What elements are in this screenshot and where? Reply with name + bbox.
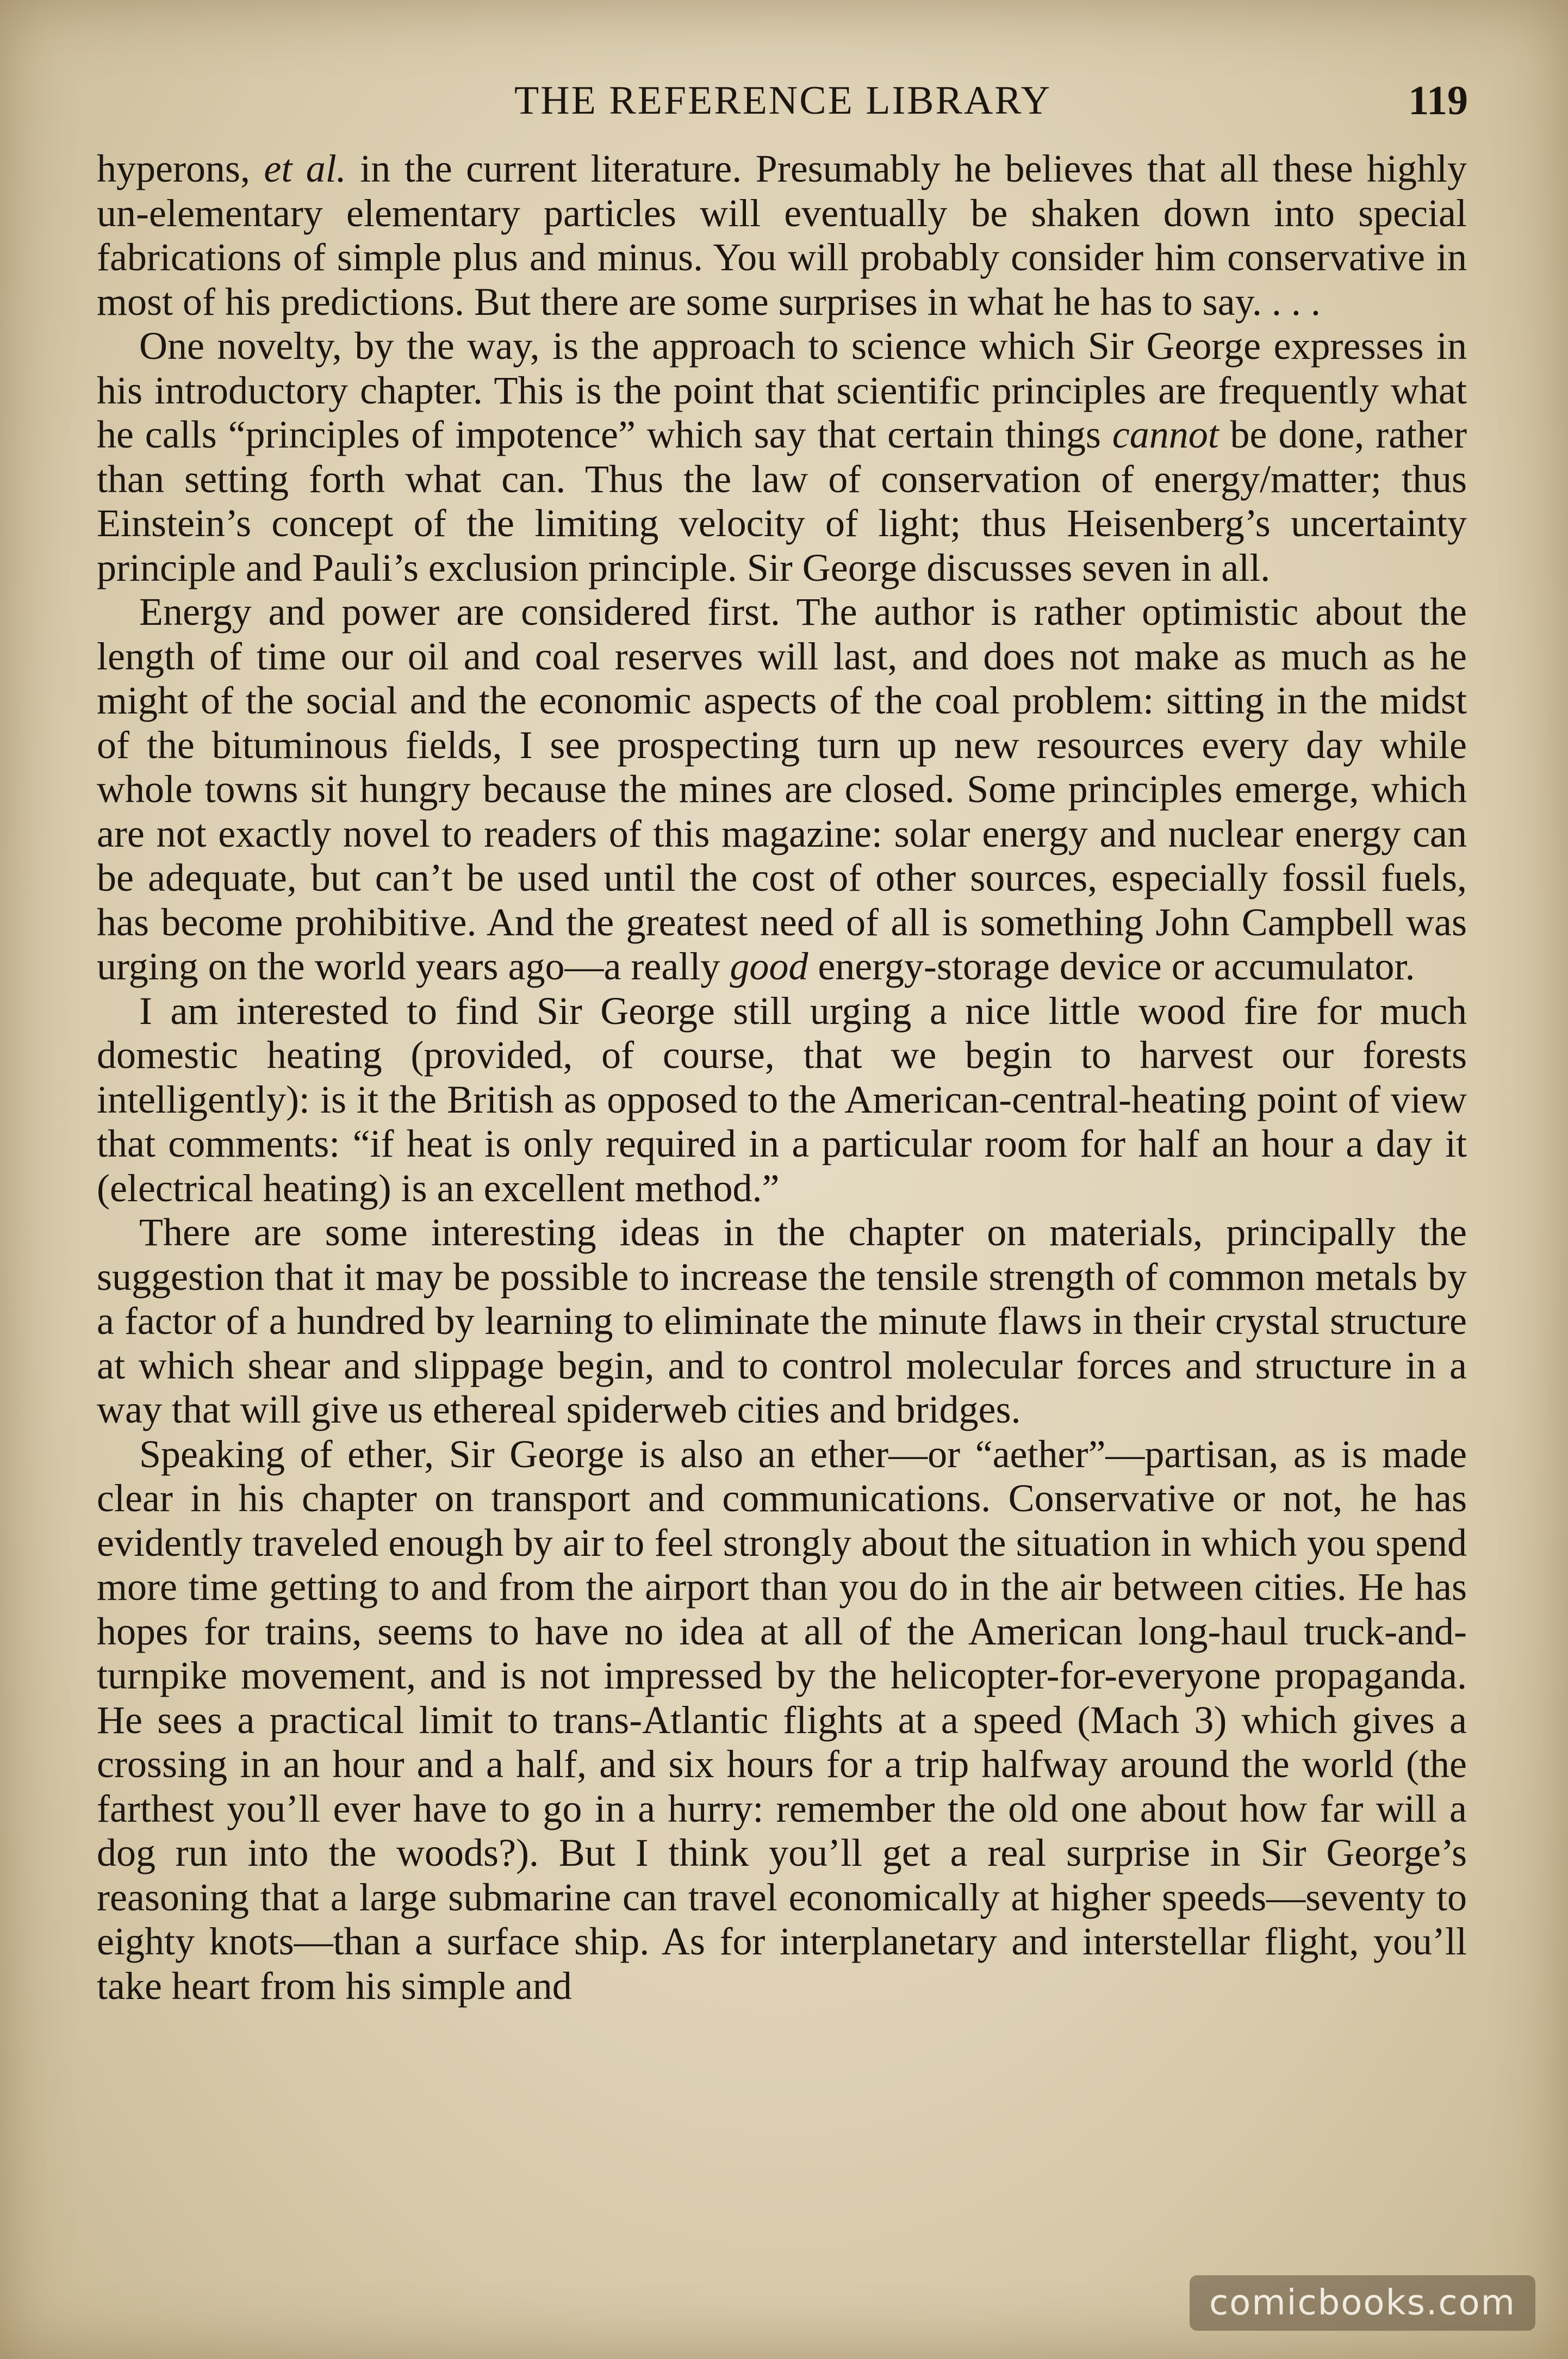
text-run: There are some interesting ideas in the chapter on materials, principally the suggestion that it may be possible to increase the tensile strength of common metals by a factor of a hundred by learning to eliminate the minute flaws in their crystal structure at which shear and slippage begin, and to control molecular forces and structure in a way that will give us ethereal spiderweb cities and bridges. — [97, 1210, 1467, 1431]
paragraph — [97, 590, 1467, 989]
text-run: One novelty, by the way, is the approach to science which Sir George expresses in his introductory chapter. This is the point that scientific principles are frequently what he calls “principles of impotence” which say that certain things — [97, 324, 1467, 456]
page-number: 119 — [1408, 78, 1468, 123]
text-run: Speaking of ether, Sir George is also an ether—or “aether”—partisan, as is made clear in his chapter on transport and communications. Conservative or not, he has evidently traveled enough by air to feel strongly about the situation in which you spend more time getting to and from the airport than you do in the air between cities. He has hopes for trains, seems to have no idea at all of the American long-haul truck-and-turnpike movement, and is not impressed by the helicopter-for-everyone propaganda. He sees a practical limit to trans-Atlantic flights at a speed (Mach 3) which gives a crossing in an hour and a half, and six hours for a trip halfway around the world (the farthest you’ll ever have to go in a hurry: remember the old one about how far will a dog run into the woods?). But I think you’ll get a real surprise in Sir George’s reasoning that a large submarine can travel economically at higher speeds—seventy to eighty knots—than a surface ship. As for interplanetary and interstellar flight, you’ll take heart from his simple and — [97, 1432, 1467, 2008]
paragraph — [97, 989, 1467, 1211]
italic-text: good — [730, 945, 808, 988]
paragraph — [97, 324, 1467, 590]
text-run: be done, rather than setting forth what can. Thus the law of conservation of energy/matter; thus Einstein’s concept of the limiting velocity of light; thus Heisenberg’s uncertainty principle and Pauli’s exclusion principle. Sir George discusses seven in all. — [97, 413, 1467, 589]
paragraph — [97, 147, 1467, 324]
text-run: in the current literature. Presumably he believes that all these highly un-elementary elementary particles will eventually be shaken down into special fabrications of simple plus and minus. You will probably consider him conservative in most of his predictions. But there are some surprises in what he has to say. . . . — [97, 147, 1467, 324]
watermark-label: comicbooks.com — [1190, 2275, 1535, 2331]
body-text — [97, 147, 1467, 2008]
text-run: I am interested to find Sir George still urging a nice little wood fire for much domestic heating (provided, of course, that we begin to harvest our forests intelligently): is it the British as opposed to the American-central-heating point of view that comments: “if heat is only required in a particular room for half an hour a day it (electrical heating) is an excellent method.” — [97, 989, 1467, 1210]
italic-text: et al. — [264, 147, 346, 190]
text-run: hyperons, — [97, 147, 264, 190]
running-head — [98, 71, 1468, 131]
paragraph — [97, 1210, 1467, 1432]
text-run: energy-storage device or accumulator. — [808, 945, 1415, 988]
paragraph — [97, 1432, 1467, 2009]
italic-text: cannot — [1112, 413, 1219, 456]
running-title: THE REFERENCE LIBRARY — [514, 78, 1052, 123]
text-run: Energy and power are considered first. The author is rather optimistic about the length of time our oil and coal reserves will last, and does not make as much as he might of the social and the economic aspects of the coal problem: sitting in the midst of the bituminous fields, I see prospecting turn up new resources every day while whole towns sit hungry because the mines are closed. Some principles emerge, which are not exactly novel to readers of this magazine: solar energy and nuclear energy can be adequate, but can’t be used until the cost of other sources, especially fossil fuels, has become prohibitive. And the greatest need of all is something John Campbell was urging on the world years ago—a really — [97, 590, 1467, 988]
